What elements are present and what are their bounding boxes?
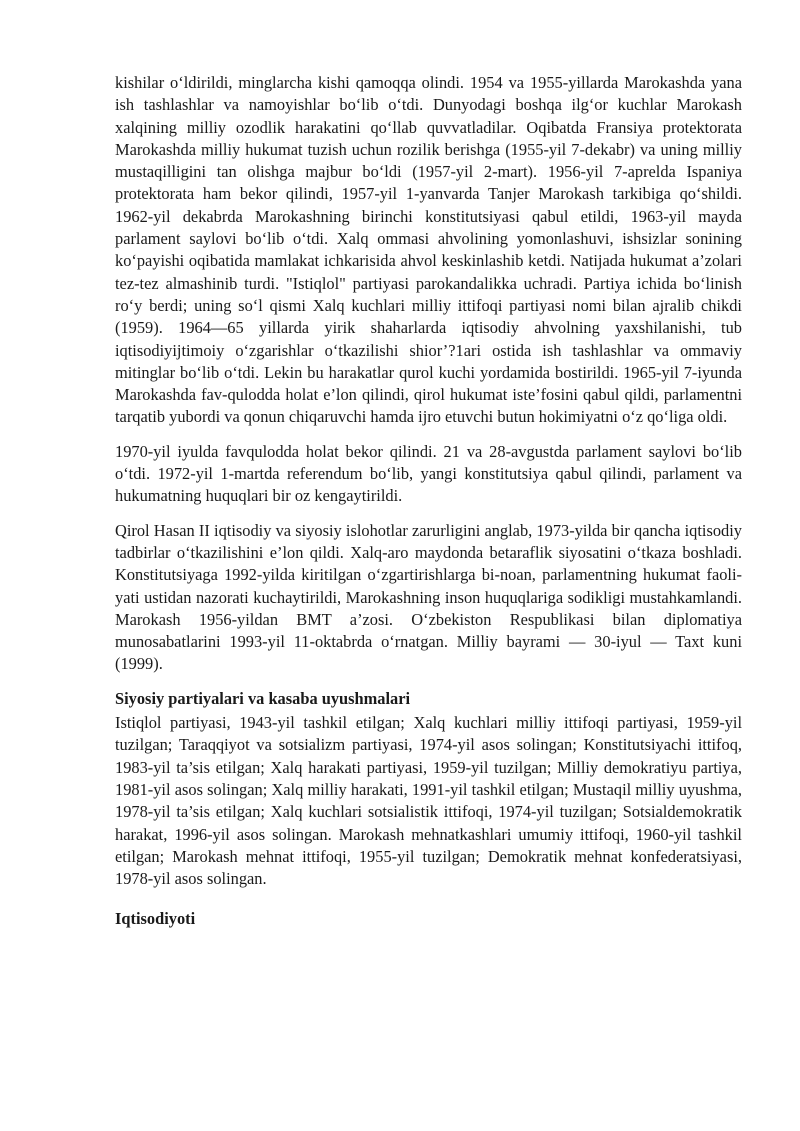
heading-political-parties: Siyosiy partiyalari va kasaba uyushmalari: [115, 688, 411, 708]
heading-economy: Iqtisodiyoti: [115, 909, 196, 929]
paragraph-parties-list: Istiqlol partiyasi, 1943-yil tashkil etilgan; Xalq kuchlari milliy ittifoqi partiyasi, 1959-yil tuzilgan; Taraqqiyot va sotsializm partiyasi, 1974-yil asos solingan; Konstitutsiyachi ittifoq, 1983-yil ta’sis etilgan; Xalq harakati partiyasi, 1959-yil tuzilgan; Milliy demokratiyu partiya, 1981-yil asos solingan; Xalq milliy harakati, 1991-yil tashkil etilgan; Mustaqil milliy uyushma, 1978-yil ta’sis etilgan; Xalq kuchlari sotsialistik ittifoqi, 1974-yil tuzilgan; Sotsialdemokratik harakat, 1996-yil asos solingan. Marokash mehnatkashlari umumiy ittifoqi, 1960-yil tashkil etilgan; Marokash mehnat ittifoqi, 1955-yil tuzilgan; Demokratik mehnat konfederatsiyasi, 1978-yil asos solingan.: [115, 713, 742, 889]
document-page: [115, 72, 742, 931]
paragraph-state-of-emergency: 1970-yil iyulda favqulodda holat bekor qilindi. 21 va 28-avgustda parlament saylovi bo‘lib o‘tdi. 1972-yil 1-martda referendum bo‘lib, yangi konstitutsiya qabul qilindi, parlament va hukumatning huquqlari bir oz kengaytirildi.: [115, 441, 742, 506]
paragraph-history: kishilar o‘ldirildi, minglarcha kishi qamoqqa olindi. 1954 va 1955-yillarda Marokashda yana ish tashlashlar va namoyishlar bo‘lib o‘tdi. Dunyodagi boshqa ilg‘or kuchlar Marokash xalqining milliy ozodlik harakatini qo‘llab quvvatladilar. Oqibatda Fransiya protektorata Marokashda milliy hukumat tuzish uchun rozilik berishga (1955-yil 7-dekabr) va uning milliy mustaqilligini tan olishga majbur bo‘ldi (1957-yil 2-mart). 1956-yil 7-aprelda Ispaniya protektorata ham bekor qilindi, 1957-yil 1-yanvarda Tanjer Marokash tarkibiga qo‘shildi. 1962-yil dekabrda Marokashning birinchi konstitutsiyasi qabul etildi, 1963-yil mayda parlament saylovi bo‘lib o‘tdi. Xalq ommasi ahvolining yomonlashuvi, ishsizlar sonining ko‘payishi oqibatida mamlakat ichkarisida ahvol keskinlashib ketdi. Natijada hukumat a’zolari tez-tez almashinib turdi. "Istiqlol" partiyasi parokandalikka uchradi. Partiya ichida bo‘linish ro‘y berdi; uning so‘l qismi Xalq kuchlari milliy ittifoqi partiyasi nomi bilan ajralib chikdi (1959). 1964—65 yillarda yirik shaharlarda iqtisodiy ahvolning yaxshilanishi, tub iqtisodiyijtimoiy o‘zgarishlar o‘tkazilishi shior’?1ari ostida ish tashlashlar va ommaviy mitinglar bo‘lib o‘tdi. Lekin bu harakatlar qurol kuchi yordamida bostirildi. 1965-yil 7-iyunda Marokashda fav-qulodda holat e’lon qilindi, qirol hukumat iste’fosini qabul qildi, parlamentni tarqatib yubordi va qonun chiqaruvchi hamda ijro etuvchi butun hokimiyatni o‘z qo‘liga oldi.: [115, 73, 742, 427]
paragraph-reforms: Qirol Hasan II iqtisodiy va siyosiy islohotlar zarurligini anglab, 1973-yilda bir qancha iqtisodiy tadbirlar o‘tkazilishini e’lon qildi. Xalq-aro maydonda betaraflik siyosatini o‘tkaza boshladi. Konstitutsiyaga 1992-yilda kiritilgan o‘zgartirishlarga bi-noan, parlamentning hukumat faoli-yati ustidan nazorati kuchaytirildi, Marokashning inson huquqlariga sodikligi mustahkamlandi. Marokash 1956-yildan BMT a’zosi. O‘zbekiston Respublikasi bilan diplomatiya munosabatlarini 1993-yil 11-oktabrda o‘rnatgan. Milliy bayrami — 30-iyul — Taxt kuni (1999).: [115, 520, 742, 674]
